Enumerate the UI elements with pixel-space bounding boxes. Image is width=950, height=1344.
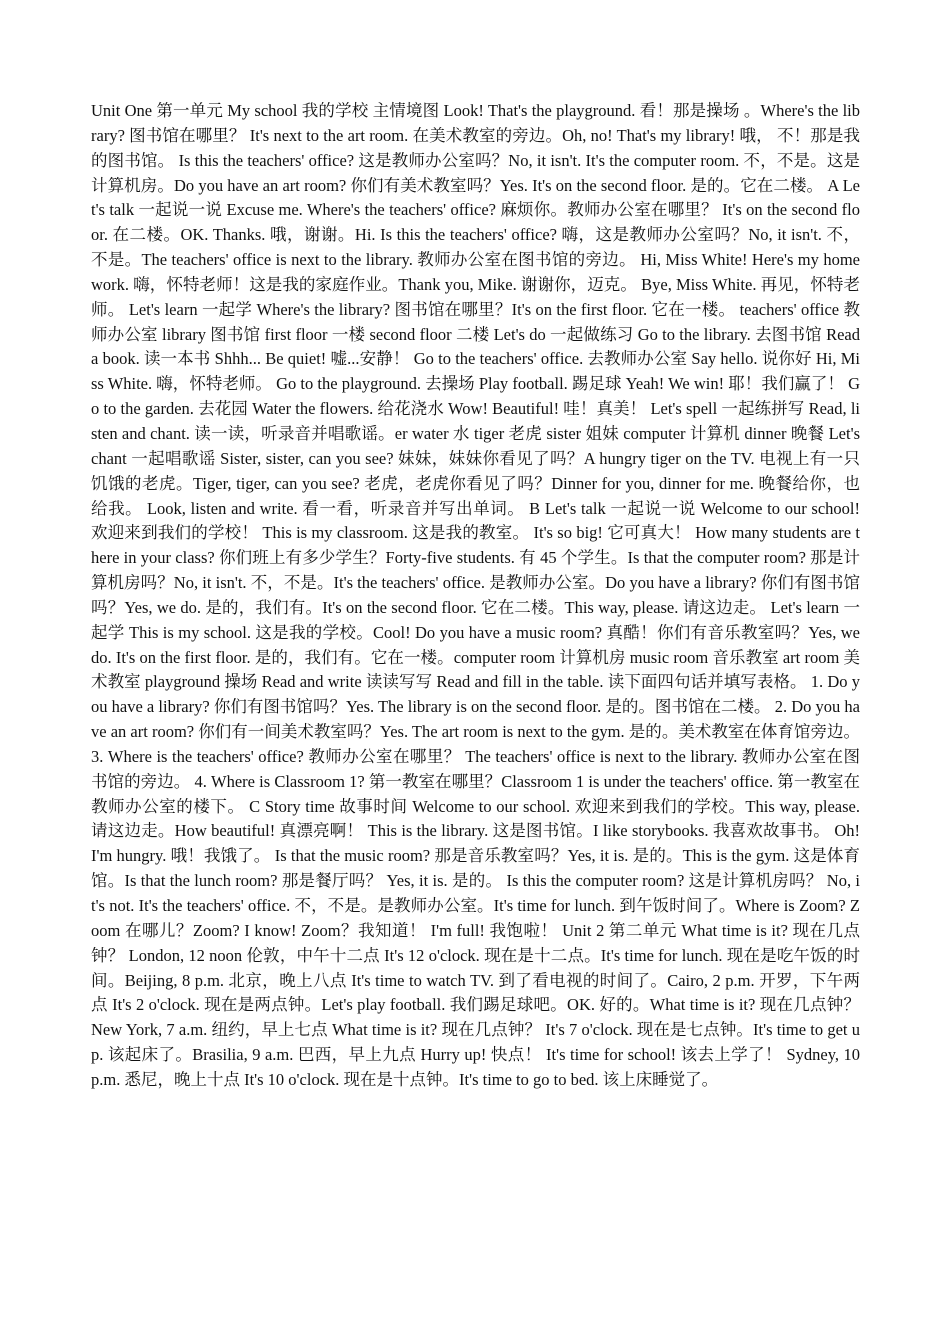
document-body-text: Unit One 第一单元 My school 我的学校 主情境图 Look! That's the playground. 看！那是操场 。Where's the library? 图书馆在哪里？ It's next to the art room. 在美术教室的旁边。Oh, no! That's my library! 哦， 不！那是我的图书馆。 Is this the teachers' office? 这是教师办公室吗？No, it isn't. It's the computer room. 不，不是。这是计算机房。Do you have an art room? 你们有美术教室吗？Yes. It's on the second floor. 是的。它在二楼。 A Let's talk 一起说一说 Excuse me. Where's the teachers' office? 麻烦你。教师办公室在哪里？ It's on the second floor. 在二楼。OK. Thanks. 哦，谢谢。Hi. Is this the teachers' office? 嗨，这是教师办公室吗？No, it isn't. 不， 不是。The teachers' office is next to the library. 教师办公室在图书馆的旁边。 Hi, Miss White! Here's my homework. 嗨，怀特老师！这是我的家庭作业。Thank you, Mike. 谢谢你，迈克。 Bye, Miss White. 再见，怀特老师。 Let's learn 一起学 Where's the library? 图书馆在哪里？It's on the first floor. 它在一楼。 teachers' office 教师办公室 library 图书馆 first floor 一楼 second floor 二楼 Let's do 一起做练习 Go to the library. 去图书馆 Read a book. 读一本书 Shhh... Be quiet! 嘘...安静！ Go to the teachers' office. 去教师办公室 Say hello. 说你好 Hi, Miss White. 嗨，怀特老师。 Go to the playground. 去操场 Play football. 踢足球 Yeah! We win! 耶！我们赢了！ Go to the garden. 去花园 Water the flowers. 给花浇水 Wow! Beautiful! 哇！真美！ Let's spell 一起练拼写 Read, listen and chant. 读一读，听录音并唱歌谣。er water 水 tiger 老虎 sister 姐妹 computer 计算机 dinner 晚餐 Let's chant 一起唱歌谣 Sister, sister, can you see? 妹妹，妹妹你看见了吗？A hungry tiger on the TV. 电视上有一只饥饿的老虎。Tiger, tiger, can you see? 老虎，老虎你看见了吗？Dinner for you, dinner for me. 晚餐给你，也给我。 Look, listen and write. 看一看，听录音并写出单词。 B Let's talk 一起说一说 Welcome to our school! 欢迎来到我们的学校！ This is my classroom. 这是我的教室。 It's so big! 它可真大！ How many students are there in your class? 你们班上有多少学生？Forty-five students. 有 45 个学生。Is that the computer room? 那是计算机房吗？No, it isn't. 不，不是。It's the teachers' office. 是教师办公室。Do you have a library? 你们有图书馆吗？Yes, we do. 是的，我们有。It's on the second floor. 它在二楼。This way, please. 请这边走。 Let's learn 一起学 This is my school. 这是我的学校。Cool! Do you have a music room? 真酷！你们有音乐教室吗？Yes, we do. It's on the first floor. 是的，我们有。它在一楼。computer room 计算机房 music room 音乐教室 art room 美术教室 playground 操场 Read and write 读读写写 Read and fill in the table. 读下面四句话并填写表格。 1. Do you have a library? 你们有图书馆吗？Yes. The library is on the second floor. 是的。图书馆在二楼。 2. Do you have an art room? 你们有一间美术教室吗？Yes. The art room is next to the gym. 是的。美术教室在体育馆旁边。3. Where is the teachers' office? 教师办公室在哪里？ The teachers' office is next to the library. 教师办公室在图书馆的旁边。 4. Where is Classroom 1? 第一教室在哪里？Classroom 1 is under the teachers' office. 第一教室在教师办公室的楼下。 C Story time 故事时间 Welcome to our school. 欢迎来到我们的学校。This way, please. 请这边走。How beautiful! 真漂亮啊！ This is the library. 这是图书馆。I like storybooks. 我喜欢故事书。 Oh! I'm hungry. 哦！我饿了。 Is that the music room? 那是音乐教室吗？Yes, it is. 是的。This is the gym. 这是体育馆。Is that the lunch room? 那是餐厅吗？ Yes, it is. 是的。 Is this the computer room? 这是计算机房吗？ No, it's not. It's the teachers' office. 不，不是。是教师办公室。It's time for lunch. 到午饭时间了。Where is Zoom? Zoom 在哪儿？Zoom? I know! Zoom？我知道！ I'm full! 我饱啦！ Unit 2 第二单元 What time is it? 现在几点钟？ London, 12 noon 伦敦，中午十二点 It's 12 o'clock. 现在是十二点。It's time for lunch. 现在是吃午饭的时间。Beijing, 8 p.m. 北京，晚上八点 It's time to watch TV. 到了看电视的时间了。Cairo, 2 p.m. 开罗，下午两点 It's 2 o'clock. 现在是两点钟。Let's play football. 我们踢足球吧。OK. 好的。What time is it? 现在几点钟？ New York, 7 a.m. 纽约，早上七点 What time is it? 现在几点钟？ It's 7 o'clock. 现在是七点钟。It's time to get up. 该起床了。Brasilia, 9 a.m. 巴西，早上九点 Hurry up! 快点！ It's time for school! 该去上学了！ Sydney, 10 p.m. 悉尼，晚上十点 It's 10 o'clock. 现在是十点钟。It's time to go to bed. 该上床睡觉了。 bbox=[91, 101, 860, 1089]
